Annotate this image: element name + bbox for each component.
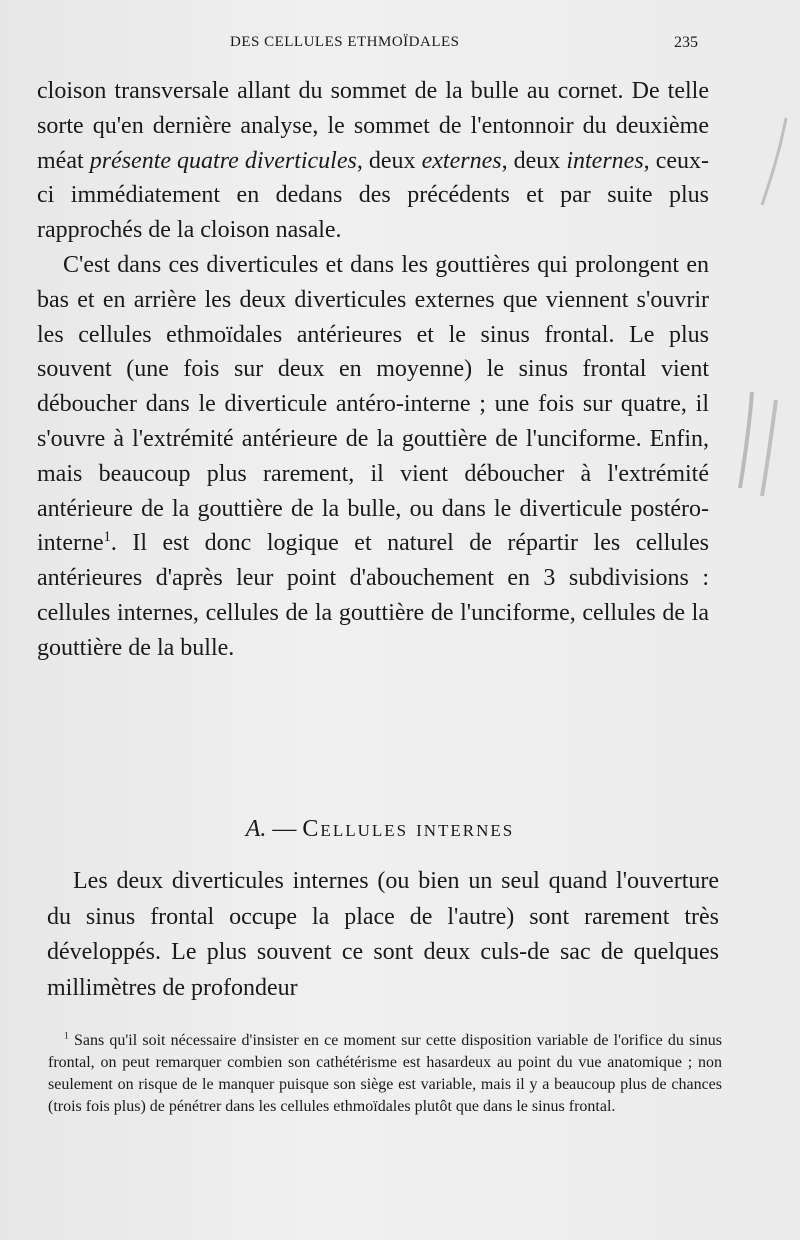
section-paragraph-1: Les deux diverticules internes (ou bien un seul quand l'ouverture du sinus frontal occupe la place de l'autre) sont rarement très développés. Le plus souvent ce sont deux culs-de sac de quelques millimètres de profondeur: [47, 868, 719, 1001]
section-text: [47, 864, 719, 1006]
section-dash: —: [272, 816, 297, 842]
running-title: DES CELLULES ETHMOÏDALES: [230, 34, 460, 50]
paragraph-1: [37, 74, 709, 248]
paragraph-1-emphasis-3: internes: [566, 147, 644, 174]
paragraph-2: [37, 248, 709, 666]
paragraph-1-part-a: cloison transversale allant du sommet de la bulle au cornet. De telle sorte qu'en dernière analyse, le sommet de l'entonnoir du deuxième méat: [37, 78, 709, 174]
pencil-mark-top: [762, 118, 786, 205]
section-letter: A.: [245, 816, 267, 842]
pencil-mark-middle-2: [762, 400, 776, 496]
footnote-reference: 1: [103, 529, 111, 546]
page-number: 235: [674, 34, 698, 51]
paragraph-2-part-a: C'est dans ces diverticules et dans les gouttières qui prolongent en bas et en arrière les deux diverticules externes que viennent s'ouvrir les cellules ethmoïdales antérieures et le sinus frontal. Le plus souvent (une fois sur deux en moyenne) le sinus frontal vient déboucher dans le diverticule antéro-interne ; une fois sur quatre, il s'ouvre à l'extrémité antérieure de la gouttière de l'unciforme. Enfin, mais beaucoup plus rarement, il vient déboucher à l'extrémité antérieure de la gouttière de la bulle, ou dans le diverticule postéro-interne: [37, 251, 709, 557]
running-head: [0, 34, 800, 58]
paragraph-1-part-d: , ceux-ci immédiatement en dedans des précédents et par suite plus rapprochés de la cloison nasale.: [37, 147, 710, 244]
paragraph-1-part-c: , deux: [501, 147, 567, 174]
footnote-text: Sans qu'il soit nécessaire d'insister en ce moment sur cette disposition variable de l'orifice du sinus frontal, on peut remarquer combien son cathétérisme est hasardeux au point du vue anatomique ; non seulement on risque de le manquer puisque son siège est variable, mais il y a beaucoup plus de chances (trois fois plus) de pénétrer dans les cellules ethmoïdales plutôt que dans le sinus frontal.: [48, 1032, 722, 1115]
section-heading: [0, 814, 760, 844]
pencil-mark-middle-1: [740, 392, 752, 488]
paragraph-2-part-b: . Il est donc logique et naturel de répartir les cellules antérieures d'après leur point d'abouchement en 3 subdivisions : cellules internes, cellules de la gouttière de l'unciforme, cellules de la gouttière de la bulle.: [37, 530, 709, 661]
paragraph-1-emphasis-2: externes: [421, 147, 502, 174]
paragraph-1-emphasis-1: présente quatre diverticules: [89, 147, 357, 174]
paragraph-1-part-b: , deux: [356, 147, 422, 174]
main-text: [37, 74, 709, 666]
footnote-marker: 1: [64, 1030, 69, 1042]
footnote-paragraph: [48, 1030, 722, 1118]
footnote: [48, 1030, 722, 1118]
section-title: Cellules internes: [302, 816, 515, 842]
